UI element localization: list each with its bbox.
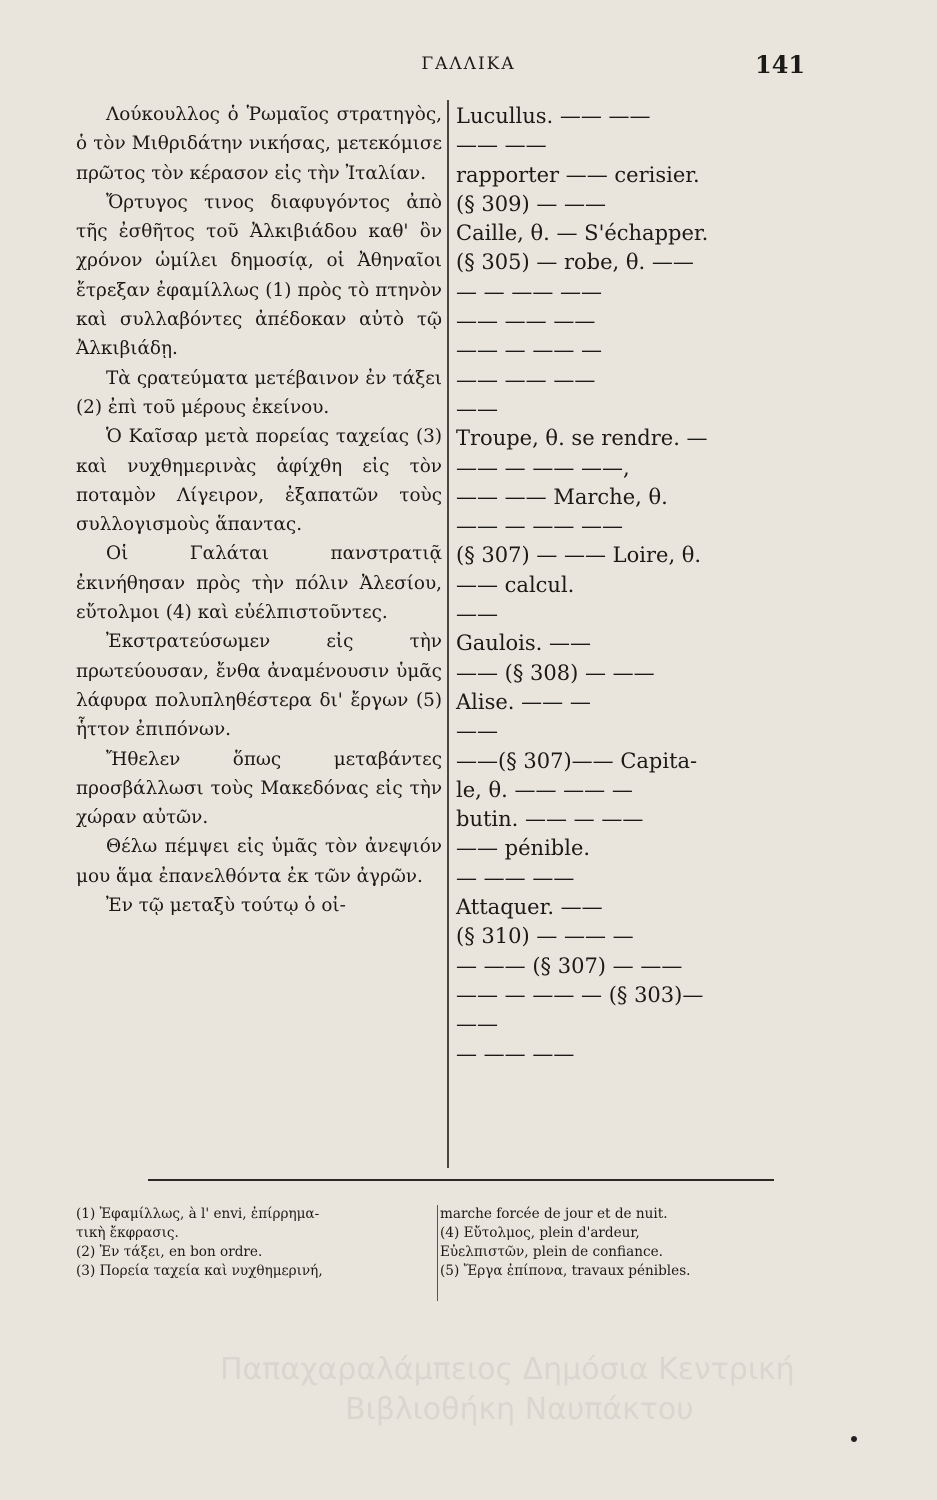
greek-paragraph: Λούκουλλος ὁ Ῥωμαῖος στρατηγὸς, ὁ τὸν Μιθριδάτην νικήσας, μετεκόμισε πρῶτος τὸν κέρασον εἰς τὴν Ἰταλίαν. <box>76 104 442 184</box>
column-divider <box>447 100 449 1168</box>
french-line: Caille, θ. — S'échapper. <box>456 221 709 246</box>
footnote-line: (4) Εὔτολμος, plein d'ardeur, <box>440 1225 640 1241</box>
footnote-line: marche forcée de jour et de nuit. <box>440 1206 668 1222</box>
french-line: (§ 310) — —— — <box>456 924 634 949</box>
french-line: —— <box>456 396 498 421</box>
french-line: —— —— —— <box>456 367 596 392</box>
french-line: —— <box>456 602 498 627</box>
french-line: — —— (§ 307) — —— <box>456 953 683 978</box>
greek-paragraph: Ἤθελεν ὅπως μεταβάντες προσβάλλωσι τοὺς Μακεδόνας εἰς τὴν χώραν αὐτῶν. <box>76 748 442 829</box>
french-line: ——(§ 307)—— Capita- <box>456 748 698 773</box>
french-line: (§ 307) — —— Loire, θ. <box>456 543 702 568</box>
footnote-line: (1) Ἐφαμίλλως, à l' envi, ἐπίρρημα- <box>76 1206 320 1222</box>
french-line: —— — —— — <box>456 338 603 363</box>
french-line: Alise. —— — <box>456 689 591 714</box>
french-line: Gaulois. —— <box>456 631 592 656</box>
french-line: (§ 305) — robe, θ. —— <box>456 250 694 275</box>
french-line: —— <box>456 719 498 744</box>
french-line: Attaquer. —— <box>456 895 603 920</box>
french-line: le, θ. —— —— — <box>456 777 633 802</box>
french-line: Lucullus. —— —— <box>456 104 651 128</box>
footnotes-left <box>76 1205 438 1281</box>
french-column <box>456 102 776 1069</box>
greek-paragraph: Θέλω πέμψει εἰς ὑμᾶς τὸν ἀνεψιόν μου ἅμα ἐπανελθόντα ἐκ τῶν ἀγρῶν. <box>76 836 442 887</box>
french-line: —— —— <box>456 133 547 158</box>
footnote-line: τικὴ ἔκφρασις. <box>76 1225 179 1241</box>
french-line: — — —— —— <box>456 279 603 304</box>
footnote-line: (2) Ἐν τάξει, en bon ordre. <box>76 1244 263 1260</box>
greek-paragraph: Τὰ ςρατεύματα μετέβαινον ἐν τάξει (2) ἐπὶ τοῦ μέρους ἐκείνου. <box>76 367 442 418</box>
library-watermark-line2: Βιβλιοθήκη Ναυπάκτου <box>345 1392 694 1427</box>
french-line: —— <box>456 1012 498 1037</box>
greek-paragraph: Ὄρτυγος τινος διαφυγόντος ἀπὸ τῆς ἐσθῆτος τοῦ Ἀλκιβιάδου καθ' ὃν χρόνον ὡμίλει δημοσίᾳ, οἱ Ἀθηναῖοι ἔτρεξαν ἐφαμίλλως (1) πρὸς τὸ πτηνὸν καὶ συλλαβόντες ἀπέδοκαν αὐτὸ τῷ Ἀλκιβιάδῃ. <box>76 191 442 360</box>
footnote-divider <box>437 1205 438 1301</box>
greek-column <box>76 100 442 920</box>
french-line: —— —— Marche, θ. <box>456 484 668 509</box>
footnote-rule <box>148 1179 774 1181</box>
french-line: —— — —— ——, <box>456 455 630 480</box>
french-line: —— calcul. <box>456 572 575 597</box>
french-line: —— pénible. <box>456 836 591 861</box>
footnote-line: (3) Πορεία ταχεία καὶ νυχθημερινή, <box>76 1263 323 1279</box>
greek-paragraph: Ἐκστρατεύσωμεν εἰς τὴν πρωτεύουσαν, ἔνθα ἀναμένουσιν ὑμᾶς λάφυρα πολυπληθέστερα δι' ἔργων (5) ἧττον ἐπιπόνων. <box>76 631 442 741</box>
french-line: —— (§ 308) — —— <box>456 660 655 685</box>
footnote-line: Εὐελπιστῶν, plein de confiance. <box>440 1244 663 1260</box>
french-line: —— — —— — (§ 303)— <box>456 982 704 1007</box>
page-number: 141 <box>755 50 806 79</box>
greek-paragraph: Οἱ Γαλάται πανστρατιᾷ ἐκινήθησαν πρὸς τὴν πόλιν Ἀλεσίου, εὔτολμοι (4) καὶ εὐέλπιστοῦντες. <box>76 543 442 624</box>
french-line: —— —— —— <box>456 309 596 334</box>
library-watermark-line1: Παπαχαραλάμπειος Δημόσια Κεντρική <box>220 1352 795 1387</box>
french-line: — —— —— <box>456 865 575 890</box>
french-line: butin. —— — —— <box>456 807 644 832</box>
greek-paragraph: Ὁ Καῖσαρ μετὰ πορείας ταχείας (3) καὶ νυχθημερινὰς ἀφίχθη εἰς τὸν ποταμὸν Λίγειρον, ἐξαπατῶν τοὺς συλλογισμοὺς ἅπαντας. <box>76 426 442 536</box>
footnote-line: (5) Ἔργα ἐπίπονα, travaux pénibles. <box>440 1263 691 1279</box>
french-line: — —— —— <box>456 1041 575 1066</box>
french-line: (§ 309) — —— <box>456 191 606 216</box>
french-line: Troupe, θ. se rendre. — <box>456 426 708 451</box>
french-line: rapporter —— cerisier. <box>456 162 700 187</box>
running-head: ΓΑΛΛΙΚΑ <box>421 54 516 74</box>
ink-dot <box>851 1436 857 1442</box>
footnotes-right <box>440 1205 770 1281</box>
greek-paragraph: Ἐν τῷ μεταξὺ τούτῳ ὁ οἰ- <box>106 895 346 917</box>
french-line: —— — —— —— <box>456 514 624 539</box>
